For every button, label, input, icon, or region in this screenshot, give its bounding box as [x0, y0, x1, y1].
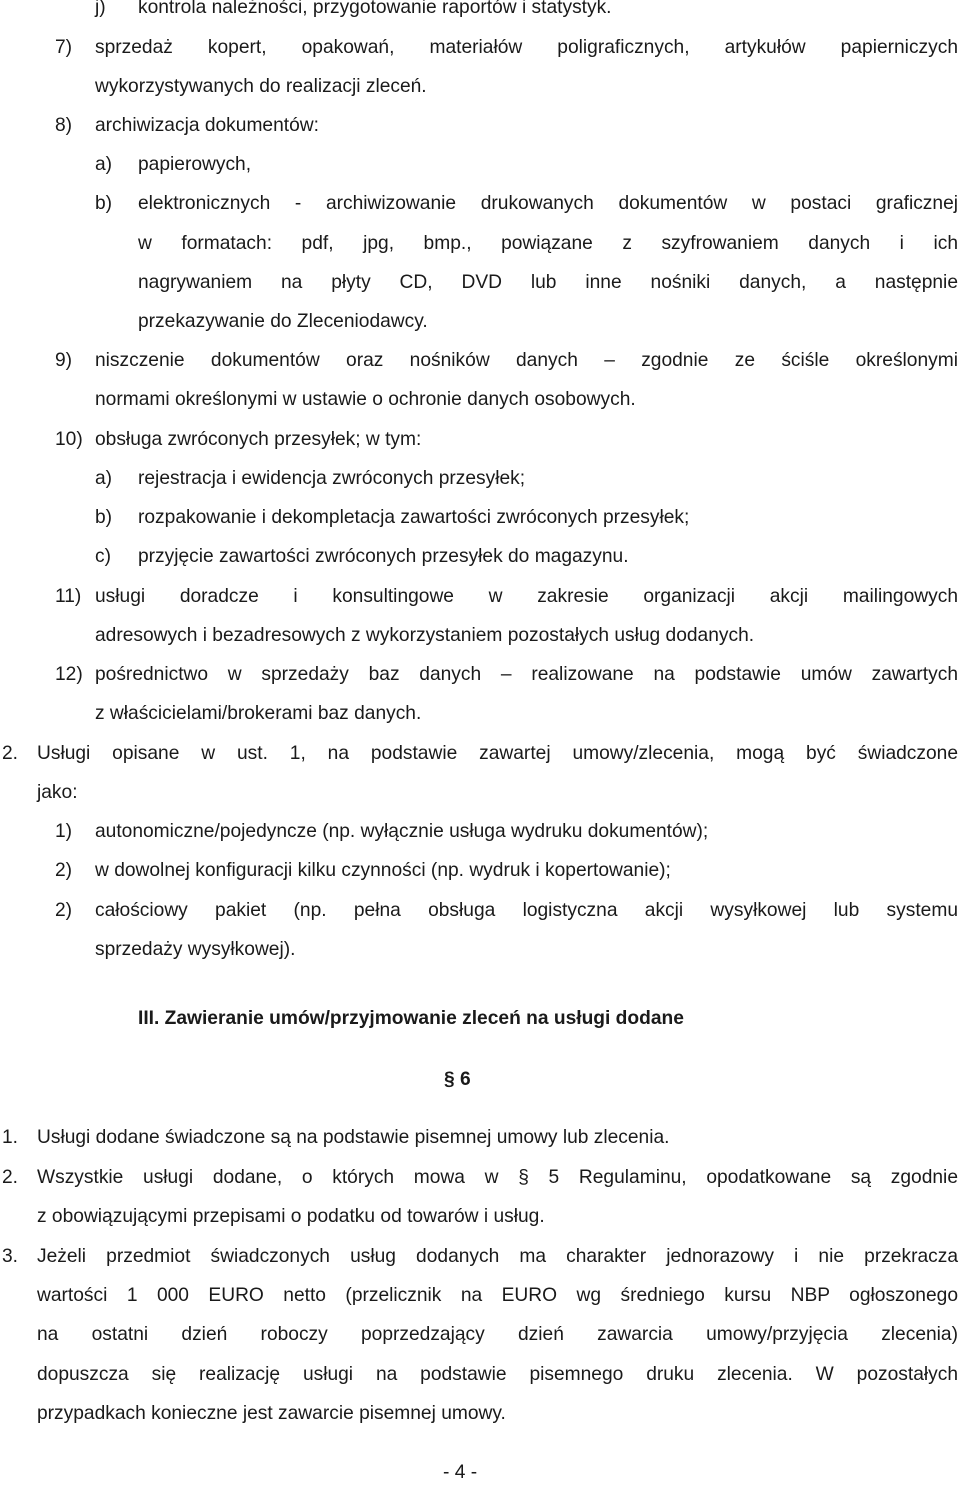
item-8-label: 8)	[55, 115, 73, 136]
chapter-point-3-line2: wartości 1 000 EURO netto (przelicznik na EURO wg średniego kursu NBP ogłoszonego	[37, 1285, 958, 1306]
item-12-line1: pośrednictwo w sprzedaży baz danych – realizowane na podstawie umów zawartych	[95, 664, 958, 685]
chapter-point-3-line4: dopuszcza się realizację usługi na podstawie pisemnego druku zlecenia. W pozostałych	[37, 1364, 958, 1385]
item-8b-line4: przekazywanie do Zleceniodawcy.	[138, 311, 428, 332]
chapter-heading: III. Zawieranie umów/przyjmowanie zleceń na usługi dodane	[138, 1008, 684, 1029]
item-10a-label: a)	[95, 468, 113, 489]
item-7-line1: sprzedaż kopert, opakowań, materiałów poligraficznych, artykułów papierniczych	[95, 37, 958, 58]
point-2-line1: Usługi opisane w ust. 1, na podstawie zawartej umowy/zlecenia, mogą być świadczone	[37, 743, 958, 764]
item-8b-line2: w formatach: pdf, jpg, bmp., powiązane z szyfrowaniem danych i ich	[138, 233, 958, 254]
item-10-text: obsługa zwróconych przesyłek; w tym:	[95, 429, 422, 450]
item-10b-label: b)	[95, 507, 113, 528]
item-8b-line3: nagrywaniem na płyty CD, DVD lub inne nośniki danych, a następnie	[138, 272, 958, 293]
item-10c-label: c)	[95, 546, 111, 567]
item-8b-label: b)	[95, 193, 113, 214]
item-8-text: archiwizacja dokumentów:	[95, 115, 319, 136]
item-8a-label: a)	[95, 154, 113, 175]
item-8a-text: papierowych,	[138, 154, 252, 175]
item-9-line2: normami określonymi w ustawie o ochronie danych osobowych.	[95, 389, 636, 410]
item-10c-text: przyjęcie zawartości zwróconych przesyłek do magazynu.	[138, 546, 629, 567]
paragraph-sign: § 6	[444, 1069, 471, 1090]
point-2-label: 2.	[2, 743, 19, 764]
option-3-label: 2)	[55, 900, 73, 921]
item-12-label: 12)	[55, 664, 83, 685]
option-1-label: 1)	[55, 821, 73, 842]
item-9-label: 9)	[55, 350, 73, 371]
option-2-label: 2)	[55, 860, 73, 881]
option-3-line1: całościowy pakiet (np. pełna obsługa logistyczna akcji wysyłkowej lub systemu	[95, 900, 958, 921]
item-7-label: 7)	[55, 37, 73, 58]
item-7-line2: wykorzystywanych do realizacji zleceń.	[95, 76, 427, 97]
item-11-line2: adresowych i bezadresowych z wykorzystaniem pozostałych usług dodanych.	[95, 625, 755, 646]
item-10b-text: rozpakowanie i dekompletacja zawartości zwróconych przesyłek;	[138, 507, 690, 528]
item-11-label: 11)	[55, 586, 82, 607]
item-10a-text: rejestracja i ewidencja zwróconych przesyłek;	[138, 468, 526, 489]
option-1-text: autonomiczne/pojedyncze (np. wyłącznie usługa wydruku dokumentów);	[95, 821, 709, 842]
chapter-point-1-line1: Usługi dodane świadczone są na podstawie pisemnej umowy lub zlecenia.	[37, 1127, 670, 1148]
point-2-line2: jako:	[37, 782, 78, 803]
chapter-point-3-line5: przypadkach konieczne jest zawarcie pisemnej umowy.	[37, 1403, 506, 1424]
chapter-point-1-label: 1.	[2, 1127, 19, 1148]
chapter-point-3-line1: Jeżeli przedmiot świadczonych usług dodanych ma charakter jednorazowy i nie przekracza	[37, 1246, 958, 1267]
option-3-line2: sprzedaży wysyłkowej).	[95, 939, 296, 960]
chapter-point-2-line2: z obowiązującymi przepisami o podatku od towarów i usług.	[37, 1206, 545, 1227]
item-10-label: 10)	[55, 429, 83, 450]
item-j-label: j)	[95, 0, 106, 18]
option-2-text: w dowolnej konfiguracji kilku czynności (np. wydruk i kopertowanie);	[95, 860, 671, 881]
item-11-line1: usługi doradcze i konsultingowe w zakresie organizacji akcji mailingowych	[95, 586, 958, 607]
chapter-point-2-label: 2.	[2, 1167, 19, 1188]
chapter-point-3-line3: na ostatni dzień roboczy poprzedzający dzień zawarcia umowy/przyjęcia zlecenia)	[37, 1324, 958, 1345]
chapter-point-2-line1: Wszystkie usługi dodane, o których mowa w § 5 Regulaminu, opodatkowane są zgodnie	[37, 1167, 958, 1188]
item-9-line1: niszczenie dokumentów oraz nośników danych – zgodnie ze ściśle określonymi	[95, 350, 958, 371]
item-8b-line1: elektronicznych - archiwizowanie drukowanych dokumentów w postaci graficznej	[138, 193, 958, 214]
item-12-line2: z właścicielami/brokerami baz danych.	[95, 703, 422, 724]
item-j-text: kontrola należności, przygotowanie raportów i statystyk.	[138, 0, 612, 18]
chapter-point-3-label: 3.	[2, 1246, 19, 1267]
page-number: - 4 -	[443, 1462, 478, 1483]
